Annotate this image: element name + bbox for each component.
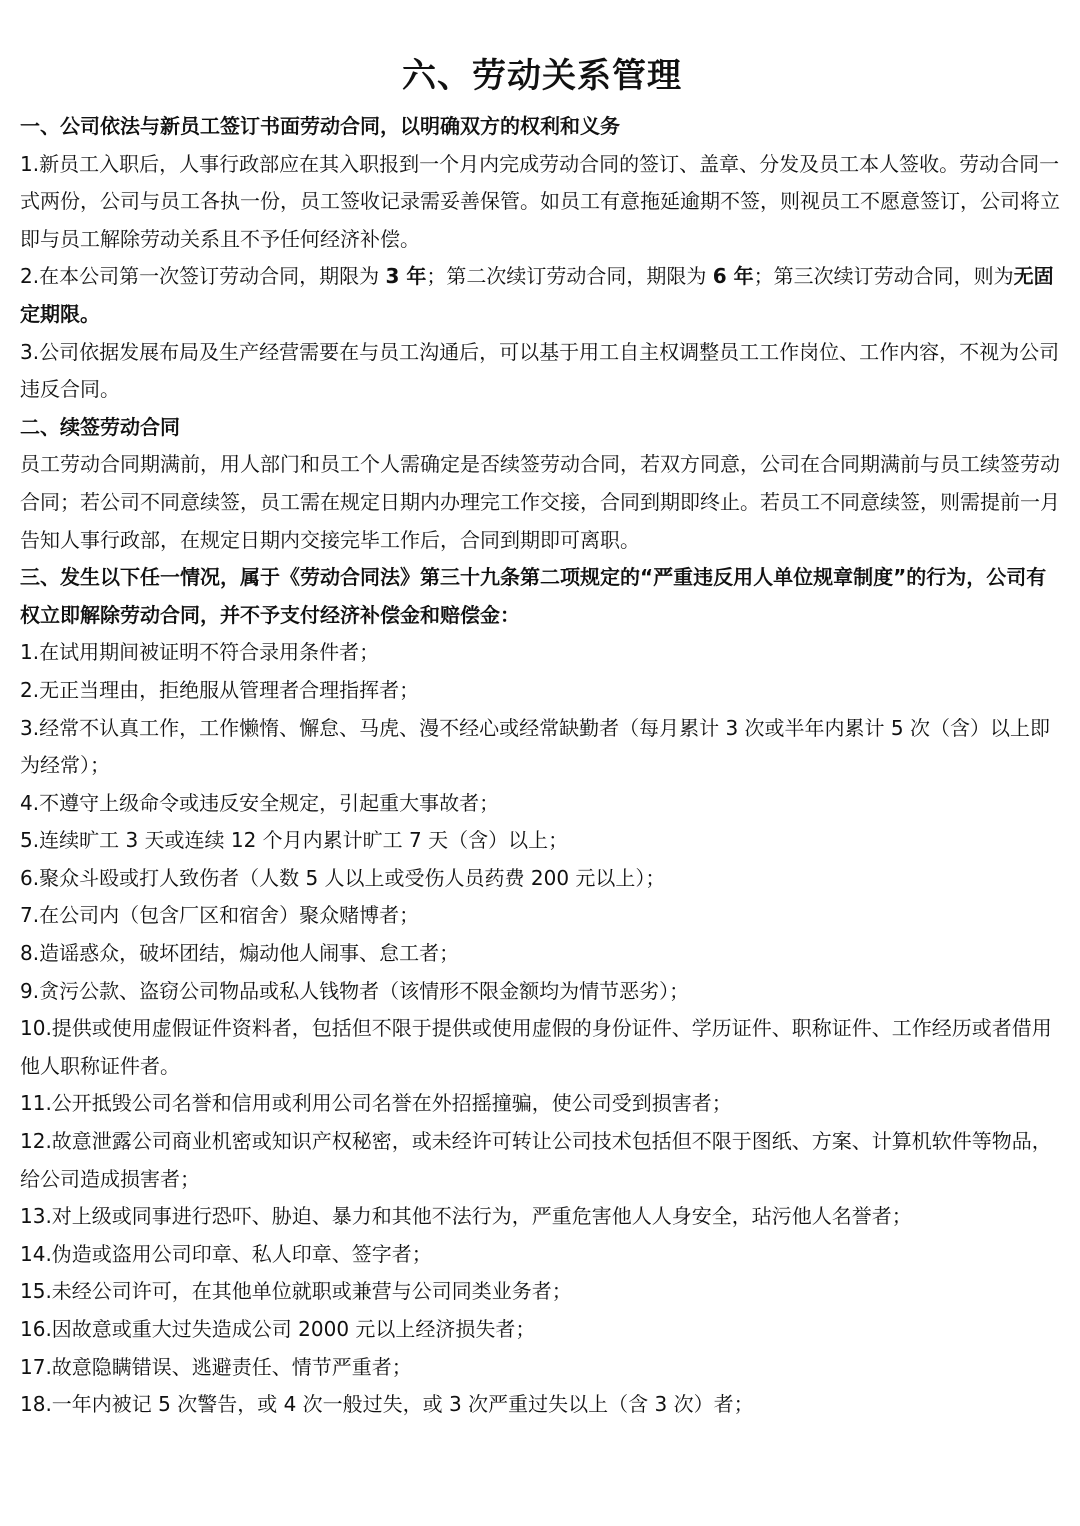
list-item: 1.在试用期间被证明不符合录用条件者； <box>20 640 380 665</box>
p2-text-a: 2.在本公司第一次签订劳动合同，期限为 <box>20 264 386 289</box>
section-2-heading: 二、续签劳动合同 <box>20 414 180 439</box>
list-item: 5.连续旷工 3 天或连续 12 个月内累计旷工 7 天（含）以上； <box>20 828 569 853</box>
list-item: 6.聚众斗殴或打人致伤者（人数 5 人以上或受伤人员药费 200 元以上）； <box>20 865 666 890</box>
section-3 <box>20 559 1064 1424</box>
list-item: 18.一年内被记 5 次警告，或 4 次一般过失，或 3 次严重过失以上（含 3 次）者； <box>20 1392 754 1417</box>
section-1-paragraph-1: 1.新员工入职后，人事行政部应在其入职报到一个月内完成劳动合同的签订、盖章、分发及员工本人签收。劳动合同一式两份，公司与员工各执一份，员工签收记录需妥善保管。如员工有意拖延逾期不签，则视员工不愿意签订，公司将立即与员工解除劳动关系且不予任何经济补偿。 <box>20 151 1060 251</box>
p2-text-b: ；第二次续订劳动合同，期限为 <box>426 264 713 289</box>
list-item: 8.造谣惑众，破坏团结，煽动他人闹事、怠工者； <box>20 941 460 966</box>
list-item: 15.未经公司许可，在其他单位就职或兼营与公司同类业务者； <box>20 1279 572 1304</box>
list-item: 7.在公司内（包含厂区和宿舍）聚众赌博者； <box>20 903 420 928</box>
p2-term-1: 3 年 <box>385 264 427 289</box>
list-item: 10.提供或使用虚假证件资料者，包括但不限于提供或使用虚假的身份证件、学历证件、职称证件、工作经历或者借用他人职称证件者。 <box>20 1016 1052 1078</box>
list-item: 2.无正当理由，拒绝服从管理者合理指挥者； <box>20 677 420 702</box>
list-item: 14.伪造或盗用公司印章、私人印章、签字者； <box>20 1241 432 1266</box>
list-item: 4.不遵守上级命令或违反安全规定，引起重大事故者； <box>20 790 500 815</box>
section-2-paragraph-1: 员工劳动合同期满前，用人部门和员工个人需确定是否续签劳动合同，若双方同意，公司在合同期满前与员工续签劳动合同；若公司不同意续签，员工需在规定日期内办理完工作交接，合同到期即终止。若员工不同意续签，则需提前一月告知人事行政部，在规定日期内交接完毕工作后，合同到期即可离职。 <box>20 452 1060 552</box>
section-1 <box>20 108 1064 409</box>
p2-term-2: 6 年 <box>712 264 754 289</box>
p2-text-c: ；第三次续订劳动合同，则为 <box>753 264 1014 289</box>
list-item: 13.对上级或同事进行恐吓、胁迫、暴力和其他不法行为，严重危害他人人身安全，玷污他人名誉者； <box>20 1204 912 1229</box>
p2-term-3: 无固定期限。 <box>20 264 1054 326</box>
section-1-paragraph-3: 3.公司依据发展布局及生产经营需要在与员工沟通后，可以基于用工自主权调整员工工作岗位、工作内容，不视为公司违反合同。 <box>20 339 1060 402</box>
list-item: 9.贪污公款、盗窃公司物品或私人钱物者（该情形不限金额均为情节恶劣）； <box>20 978 690 1003</box>
section-3-list <box>20 634 1064 1423</box>
list-item: 3.经常不认真工作，工作懒惰、懈怠、马虎、漫不经心或经常缺勤者（每月累计 3 次或半年内累计 5 次（含）以上即为经常）； <box>20 715 1050 778</box>
list-item: 17.故意隐瞒错误、逃避责任、情节严重者； <box>20 1354 412 1379</box>
section-1-heading: 一、公司依法与新员工签订书面劳动合同，以明确双方的权利和义务 <box>20 114 620 138</box>
section-3-heading: 三、发生以下任一情况，属于《劳动合同法》第三十九条第二项规定的“严重违反用人单位规章制度”的行为，公司有权立即解除劳动合同，并不予支付经济补偿金和赔偿金： <box>20 565 1047 627</box>
page-title: 六、劳动关系管理 <box>402 56 682 96</box>
list-item: 12.故意泄露公司商业机密或知识产权秘密，或未经许可转让公司技术包括但不限于图纸、方案、计算机软件等物品，给公司造成损害者； <box>20 1129 1052 1191</box>
section-1-paragraph-2 <box>20 258 1064 333</box>
list-item: 16.因故意或重大过失造成公司 2000 元以上经济损失者； <box>20 1317 536 1341</box>
section-2 <box>20 409 1064 559</box>
list-item: 11.公开抵毁公司名誉和信用或利用公司名誉在外招摇撞骗，使公司受到损害者； <box>20 1091 732 1116</box>
